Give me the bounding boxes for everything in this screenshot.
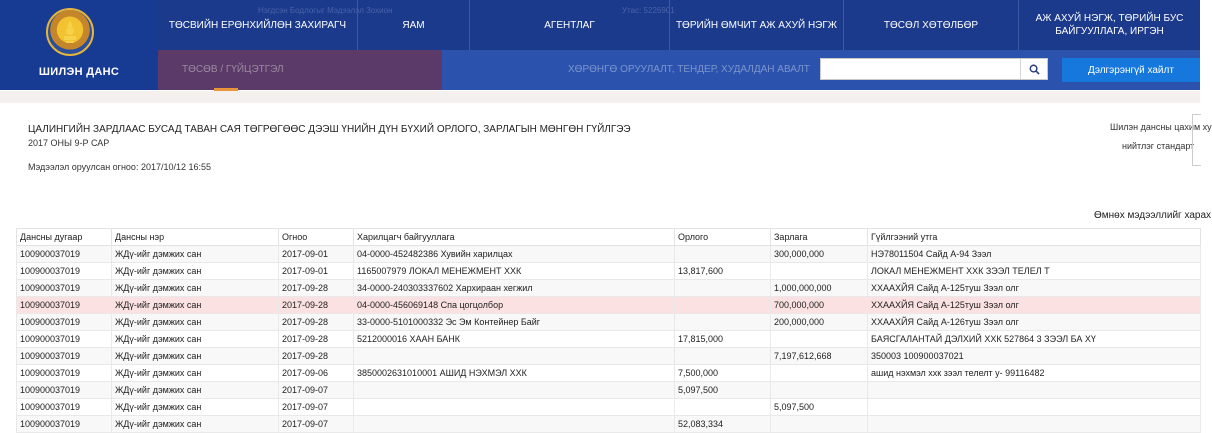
page-title: ЦАЛИНГИЙН ЗАРДЛААС БУСАД ТАВАН САЯ ТӨГРӨГӨӨС ДЭЭШ ҮНИЙН ДҮН БҮХИЙ ОРЛОГО, ЗАРЛАГЫН МӨНГӨН ГҮЙЛГЭЭ [28,124,631,135]
cell-account-number: 100900037019 [17,280,112,297]
cell-expense [771,331,868,348]
table-row[interactable] [17,348,1201,365]
faint-contact-text: Нэгдсэн Бодлогыг Мэдээлэл Зохион [258,6,393,15]
logo-text: ШИЛЭН ДАНС [38,66,120,78]
table-row[interactable] [17,314,1201,331]
cell-income [675,314,771,331]
cell-expense [771,382,868,399]
cell-counterparty: 34-0000-240303337602 Хархираан хегжил [354,280,675,297]
top-navigation [158,0,1200,50]
updated-date: Мэдээлэл оруулсан огноо: 2017/10/12 16:55 [28,162,212,172]
search-icon [1029,64,1040,75]
cell-account-number: 100900037019 [17,297,112,314]
cell-counterparty: 5212000016 ХААН БАНК [354,331,675,348]
cell-date: 2017-09-01 [279,246,354,263]
cell-description: БАЯСГАЛАНТАЙ ДЭЛХИЙ ХХК 527864 3 ЗЭЭЛ БА ХҮ [868,331,1201,348]
col-header-account-number[interactable]: Дансны дугаар [17,229,112,246]
cell-account-number: 100900037019 [17,365,112,382]
cell-expense: 1,000,000,000 [771,280,868,297]
cell-expense [771,416,868,433]
tab-procurement[interactable]: ХӨРӨНГӨ ОРУУЛАЛТ, ТЕНДЕР, ХУДАЛДАН АВАЛТ [568,64,810,75]
cell-description [868,416,1201,433]
cell-income: 5,097,500 [675,382,771,399]
table-row[interactable] [17,280,1201,297]
cell-expense: 700,000,000 [771,297,868,314]
cell-expense: 7,197,612,668 [771,348,868,365]
cell-expense: 300,000,000 [771,246,868,263]
cell-account-name: ЖДү-ийг дэмжих сан [112,246,279,263]
cell-counterparty: 33-0000-5101000332 Эс Эм Контейнер Байг [354,314,675,331]
cell-date: 2017-09-28 [279,297,354,314]
advanced-search-button[interactable]: Дэлгэрэнгүй хайлт [1062,58,1200,82]
nav-item-ministry[interactable]: ЯАМ [358,0,470,50]
cell-account-name: ЖДү-ийг дэмжих сан [112,382,279,399]
cell-description: НЭ78011504 Сайд А-94 Зээл [868,246,1201,263]
table-row[interactable] [17,382,1201,399]
cell-account-name: ЖДү-ийг дэмжих сан [112,416,279,433]
col-header-counterparty[interactable]: Харилцагч байгууллага [354,229,675,246]
nav-item-state-owned-enterprise[interactable]: ТӨРИЙН ӨМЧИТ АЖ АХУЙ НЭГЖ [670,0,844,50]
col-header-income[interactable]: Орлого [675,229,771,246]
cell-account-name: ЖДү-ийг дэмжих сан [112,263,279,280]
cell-account-name: ЖДү-ийг дэмжих сан [112,314,279,331]
cell-date: 2017-09-07 [279,382,354,399]
table-row[interactable] [17,297,1201,314]
table-row[interactable] [17,399,1201,416]
right-info-line-2: нийтлэг стандарт [1122,141,1195,151]
cell-description: ашид нэхмэл ххк зээл телелт у- 99116482 [868,365,1201,382]
cell-counterparty [354,399,675,416]
cell-date: 2017-09-01 [279,263,354,280]
cell-counterparty: 3850002631010001 АШИД НЭХМЭЛ ХХК [354,365,675,382]
right-info-box [1192,114,1201,166]
col-header-date[interactable]: Огноо [279,229,354,246]
cell-account-name: ЖДү-ийг дэмжих сан [112,399,279,416]
faint-phone-text: Утас: 5226901 [622,6,675,15]
cell-income [675,348,771,365]
cell-account-number: 100900037019 [17,246,112,263]
search-box [820,58,1048,80]
cell-account-number: 100900037019 [17,331,112,348]
cell-description: 350003 100900037021 [868,348,1201,365]
col-header-account-name[interactable]: Дансны нэр [112,229,279,246]
cell-date: 2017-09-06 [279,365,354,382]
previous-info-link[interactable]: Өмнөх мэдээллийг харах [1094,210,1212,221]
cell-counterparty [354,348,675,365]
cell-counterparty: 04-0000-456069148 Спа цогцолбор [354,297,675,314]
cell-counterparty: 1165007979 ЛОКАЛ МЕНЕЖМЕНТ ХХК [354,263,675,280]
nav-item-agency[interactable]: АГЕНТЛАГ [470,0,670,50]
cell-account-number: 100900037019 [17,348,112,365]
cell-income: 13,817,600 [675,263,771,280]
cell-income [675,399,771,416]
tab-budget-execution[interactable] [158,50,442,90]
header-shadow-strip [0,91,1200,103]
cell-account-number: 100900037019 [17,314,112,331]
cell-description: ХХААХЙЯ Сайд А-125туш Зээл олг [868,297,1201,314]
cell-description: ХХААХЙЯ Сайд А-125туш Зээл олг [868,280,1201,297]
cell-account-number: 100900037019 [17,263,112,280]
table-row[interactable] [17,416,1201,433]
table-row[interactable] [17,365,1201,382]
page-subtitle: 2017 ОНЫ 9-Р САР [28,138,110,148]
cell-counterparty [354,416,675,433]
cell-expense [771,365,868,382]
table-row[interactable] [17,263,1201,280]
col-header-expense[interactable]: Зарлага [771,229,868,246]
cell-description [868,382,1201,399]
site-header [0,0,1200,90]
table-row[interactable] [17,331,1201,348]
cell-income: 7,500,000 [675,365,771,382]
cell-description: ХХААХЙЯ Сайд А-126туш Зээл олг [868,314,1201,331]
cell-expense [771,263,868,280]
search-button[interactable] [1020,59,1047,79]
cell-income [675,297,771,314]
cell-date: 2017-09-07 [279,399,354,416]
cell-account-name: ЖДү-ийг дэмжих сан [112,331,279,348]
right-info-line-1: Шилэн дансны цахим ху [1110,122,1212,132]
nav-item-projects[interactable]: ТӨСӨЛ ХӨТӨЛБӨР [844,0,1019,50]
cell-account-name: ЖДү-ийг дэмжих сан [112,348,279,365]
search-input[interactable] [821,59,1019,79]
nav-item-business-ngo-citizen[interactable]: АЖ АХУЙ НЭГЖ, ТӨРИЙН БУС БАЙГУУЛЛАГА, ИРГЭН [1035,13,1184,37]
tab-budget-execution-label: ТӨСӨВ / ГҮЙЦЭТГЭЛ [182,64,284,75]
cell-date: 2017-09-07 [279,416,354,433]
cell-income [675,280,771,297]
cell-account-name: ЖДү-ийг дэмжих сан [112,365,279,382]
cell-description: ЛОКАЛ МЕНЕЖМЕНТ ХХК ЗЭЭЛ ТЕЛЕЛ Т [868,263,1201,280]
cell-expense: 200,000,000 [771,314,868,331]
table-header-row [17,229,1201,246]
cell-counterparty [354,382,675,399]
logo[interactable] [0,0,158,90]
cell-date: 2017-09-28 [279,280,354,297]
col-header-description[interactable]: Гүйлгээний утга [868,229,1201,246]
cell-date: 2017-09-28 [279,348,354,365]
cell-date: 2017-09-28 [279,331,354,348]
nav-item-budget-governor[interactable]: ТӨСВИЙН ЕРӨНХИЙЛӨН ЗАХИРАГЧ [158,0,358,50]
table-row[interactable] [17,246,1201,263]
cell-income: 52,083,334 [675,416,771,433]
state-emblem-icon [46,8,94,56]
cell-account-name: ЖДү-ийг дэмжих сан [112,280,279,297]
cell-account-number: 100900037019 [17,382,112,399]
cell-account-name: ЖДү-ийг дэмжих сан [112,297,279,314]
cell-income [675,246,771,263]
cell-expense: 5,097,500 [771,399,868,416]
cell-date: 2017-09-28 [279,314,354,331]
cell-account-number: 100900037019 [17,399,112,416]
cell-description [868,399,1201,416]
transactions-table [16,228,1201,433]
cell-account-number: 100900037019 [17,416,112,433]
cell-income: 17,815,000 [675,331,771,348]
sub-navigation [158,50,1200,90]
cell-counterparty: 04-0000-452482386 Хувийн харилцах [354,246,675,263]
